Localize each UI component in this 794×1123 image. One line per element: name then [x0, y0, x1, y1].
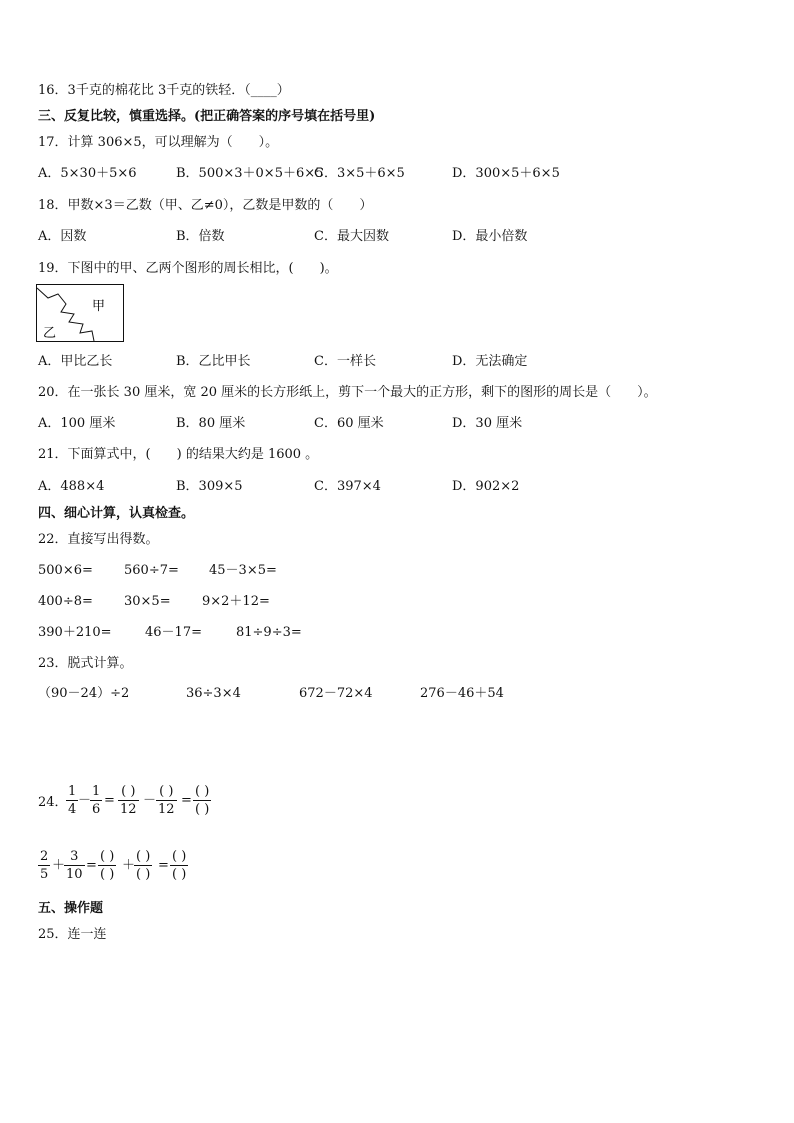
q16-text: 16．3千克的棉花比 3千克的铁轻．（____）: [38, 83, 290, 98]
q24-r2-fraction-4[interactable]: [134, 849, 152, 882]
q18-stem: 18．甲数×3＝乙数（甲、乙≠0），乙数是甲数的（ ）: [38, 198, 373, 213]
denominator: 12: [120, 802, 137, 817]
q24-r2-op-2: =: [86, 858, 97, 873]
q22-item: 400÷8=: [38, 594, 93, 609]
q20-option-b[interactable]: B．80 厘米: [176, 416, 246, 431]
q22-item: 390＋210=: [38, 625, 112, 640]
q23-item: 672－72×4: [299, 686, 373, 701]
q22-item: 560÷7=: [124, 563, 179, 578]
q24-label: 24．: [38, 795, 68, 810]
fraction-bar: [66, 800, 78, 801]
q19-perimeter-figure: [36, 284, 124, 342]
q17-option-c[interactable]: C．3×5＋6×5: [314, 166, 405, 181]
q21-option-d[interactable]: D．902×2: [452, 479, 520, 494]
q17-option-a[interactable]: A．5×30＋5×6: [38, 166, 137, 181]
q20-option-a[interactable]: A．100 厘米: [38, 416, 116, 431]
numerator-blank[interactable]: ( ): [136, 849, 151, 864]
q23-item: 276－46＋54: [420, 686, 504, 701]
fraction-bar: [134, 865, 152, 866]
fraction-bar: [98, 865, 116, 866]
q19-option-a[interactable]: A．甲比乙长: [38, 354, 113, 369]
numerator-blank[interactable]: ( ): [172, 849, 187, 864]
q19-option-d[interactable]: D．无法确定: [452, 354, 528, 369]
denominator-blank[interactable]: ( ): [195, 802, 210, 817]
q22-item: 46－17=: [145, 625, 202, 640]
numerator-blank[interactable]: ( ): [100, 849, 115, 864]
fraction-bar: [118, 800, 139, 801]
q21-option-c[interactable]: C．397×4: [314, 479, 381, 494]
q24-r2-fraction-1: [38, 849, 50, 882]
q24-r2-fraction-5[interactable]: [170, 849, 188, 882]
q24-r2-fraction-2: [64, 849, 85, 882]
numerator: 3: [70, 849, 79, 864]
q20-stem: 20．在一张长 30 厘米，宽 20 厘米的长方形纸上，剪下一个最大的正方形，剩下的图形的周长是（ ）。: [38, 385, 657, 400]
q23-item: 36÷3×4: [186, 686, 241, 701]
q22-item: 81÷9÷3=: [236, 625, 302, 640]
fraction-bar: [156, 800, 177, 801]
q22-item: 45－3×5=: [209, 563, 277, 578]
q24-r1-fraction-3[interactable]: [118, 784, 139, 817]
q22-item: 30×5=: [124, 594, 171, 609]
denominator-blank[interactable]: ( ): [100, 867, 115, 882]
numerator-blank[interactable]: ( ): [159, 784, 174, 799]
q18-option-a[interactable]: A．因数: [38, 229, 87, 244]
section-3-title: 三、反复比较，慎重选择。(把正确答案的序号填在括号里): [38, 109, 376, 124]
q21-stem: 21．下面算式中，( ) 的结果大约是 1600 。: [38, 447, 319, 462]
q24-r1-op-3: －: [143, 793, 157, 808]
fraction-bar: [38, 865, 50, 866]
figure-label-yi: 乙: [43, 326, 57, 341]
numerator-blank[interactable]: ( ): [195, 784, 210, 799]
fraction-bar: [170, 865, 188, 866]
fraction-bar: [193, 800, 211, 801]
q24-r2-op-1: ＋: [52, 858, 66, 873]
q22-item: 9×2＋12=: [202, 594, 270, 609]
denominator: 10: [66, 867, 83, 882]
q19-option-b[interactable]: B．乙比甲长: [176, 354, 251, 369]
q24-r1-op-4: =: [181, 793, 192, 808]
q17-stem: 17．计算 306×5，可以理解为（ ）。: [38, 135, 279, 150]
q22-item: 500×6=: [38, 563, 93, 578]
q18-option-b[interactable]: B．倍数: [176, 229, 225, 244]
denominator: 6: [92, 802, 101, 817]
q24-r1-fraction-1: [66, 784, 78, 817]
q24-r2-op-3: ＋: [122, 858, 136, 873]
figure-label-jia: 甲: [92, 299, 106, 314]
numerator: 1: [92, 784, 101, 799]
denominator-blank[interactable]: ( ): [136, 867, 151, 882]
q22-stem: 22．直接写出得数。: [38, 532, 159, 547]
q19-option-c[interactable]: C．一样长: [314, 354, 376, 369]
q23-item: （90－24）÷2: [38, 686, 130, 701]
fraction-bar: [90, 800, 102, 801]
q19-figure-svg: [36, 284, 124, 342]
numerator: 1: [68, 784, 77, 799]
q18-option-c[interactable]: C．最大因数: [314, 229, 389, 244]
q23-stem: 23．脱式计算。: [38, 656, 133, 671]
numerator: 2: [40, 849, 49, 864]
q24-r1-op-1: －: [78, 793, 92, 808]
denominator: 4: [68, 802, 77, 817]
q24-r1-op-2: =: [104, 793, 115, 808]
numerator-blank[interactable]: ( ): [121, 784, 136, 799]
q24-r2-fraction-3[interactable]: [98, 849, 116, 882]
fraction-bar: [64, 865, 85, 866]
section-5-title: 五、操作题: [38, 901, 104, 916]
q21-option-a[interactable]: A．488×4: [38, 479, 105, 494]
q24-r1-fraction-4[interactable]: [156, 784, 177, 817]
q17-option-d[interactable]: D．300×5＋6×5: [452, 166, 560, 181]
q20-option-c[interactable]: C．60 厘米: [314, 416, 384, 431]
q24-r1-fraction-2: [90, 784, 102, 817]
q24-r2-op-4: =: [158, 858, 169, 873]
q24-r1-fraction-5[interactable]: [193, 784, 211, 817]
denominator: 12: [158, 802, 175, 817]
q17-option-b[interactable]: B．500×3＋0×5＋6×5: [176, 166, 324, 181]
q21-option-b[interactable]: B．309×5: [176, 479, 243, 494]
q20-option-d[interactable]: D．30 厘米: [452, 416, 523, 431]
denominator-blank[interactable]: ( ): [172, 867, 187, 882]
q19-stem: 19．下图中的甲、乙两个图形的周长相比，( )。: [38, 261, 338, 276]
section-4-title: 四、细心计算，认真检查。: [38, 506, 195, 521]
q18-option-d[interactable]: D．最小倍数: [452, 229, 528, 244]
q25-stem: 25．连一连: [38, 927, 107, 942]
denominator: 5: [40, 867, 49, 882]
